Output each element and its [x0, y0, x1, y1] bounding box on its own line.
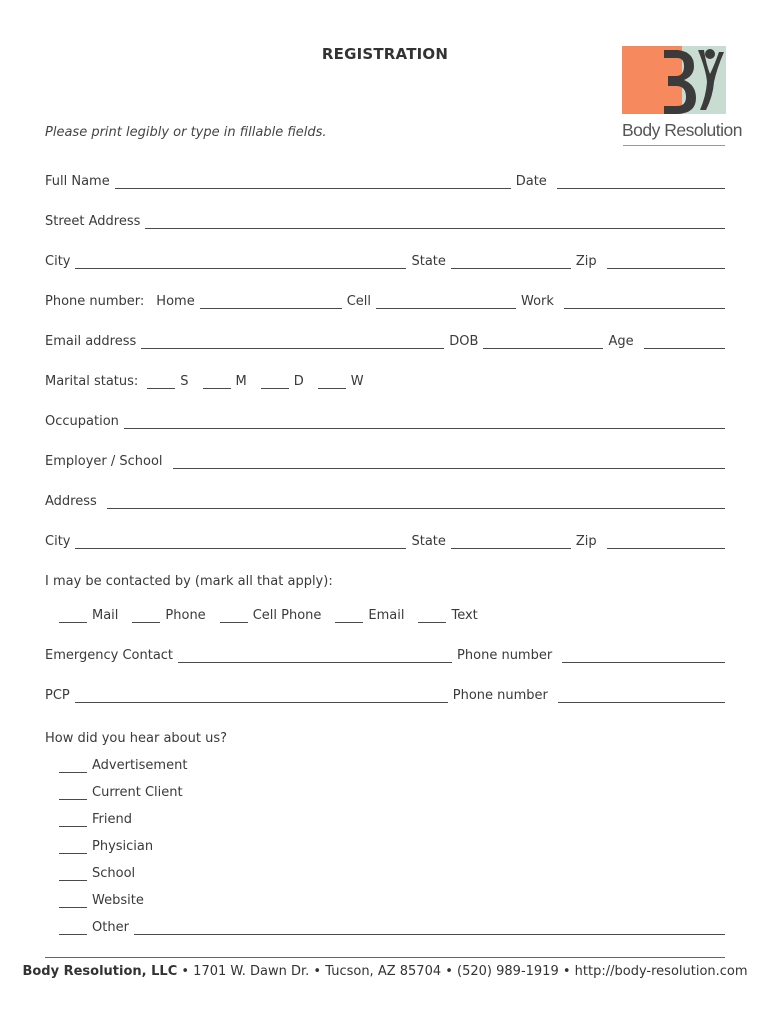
contact-phone-label: Phone — [165, 608, 206, 623]
home-phone-field[interactable] — [200, 295, 342, 309]
occupation-label: Occupation — [45, 414, 119, 429]
email-address-label: Email address — [45, 334, 137, 349]
contact-text-label: Text — [451, 608, 478, 623]
footer — [0, 964, 770, 979]
logo-figure-head — [705, 49, 715, 59]
pcp-field[interactable] — [75, 689, 448, 703]
age-field[interactable] — [644, 335, 725, 349]
work-phone-field[interactable] — [564, 295, 725, 309]
hear-option-advertisement — [59, 755, 725, 773]
dob-field[interactable] — [483, 335, 603, 349]
work-phone-label: Work — [521, 294, 554, 309]
row-full-name — [45, 171, 725, 189]
street-address-label: Street Address — [45, 214, 141, 229]
marital-option-married — [203, 375, 247, 389]
contact-mail-blank[interactable] — [59, 609, 87, 623]
pcp-phone-field[interactable] — [558, 689, 725, 703]
footer-separator: • — [309, 964, 326, 979]
email-address-field[interactable] — [141, 335, 444, 349]
home-phone-label: Home — [156, 294, 195, 309]
phone-number-label: Phone number: — [45, 294, 145, 309]
footer-phone: (520) 989-1919 — [457, 964, 559, 979]
hear-friend-label: Friend — [92, 812, 132, 827]
marital-married-label: M — [235, 374, 247, 389]
hear-other-label: Other — [92, 920, 129, 935]
employer-address-field[interactable] — [107, 495, 725, 509]
date-label: Date — [515, 174, 547, 189]
hear-option-current-client — [59, 782, 725, 800]
marital-married-blank[interactable] — [203, 375, 231, 389]
contact-option-phone — [132, 609, 205, 623]
dob-label: DOB — [449, 334, 479, 349]
emergency-phone-label: Phone number — [457, 648, 553, 663]
row-employer-school — [45, 451, 725, 469]
occupation-field[interactable] — [124, 415, 725, 429]
marital-option-widowed — [318, 375, 364, 389]
contact-option-text — [418, 609, 477, 623]
hear-school-blank[interactable] — [59, 867, 87, 881]
hear-prompt-label: How did you hear about us? — [45, 731, 227, 746]
hear-other-blank[interactable] — [59, 921, 87, 935]
contact-text-blank[interactable] — [418, 609, 446, 623]
hear-school-label: School — [92, 866, 136, 881]
employer-zip-field[interactable] — [607, 535, 725, 549]
contact-option-mail — [59, 609, 118, 623]
footer-separator: • — [177, 964, 194, 979]
hear-advertisement-label: Advertisement — [92, 758, 188, 773]
footer-website-link[interactable]: http://body-resolution.com — [574, 964, 748, 979]
hear-friend-blank[interactable] — [59, 813, 87, 827]
marital-widowed-label: W — [350, 374, 364, 389]
city-field[interactable] — [75, 255, 406, 269]
row-city-state-zip — [45, 251, 725, 269]
contact-option-email — [335, 609, 404, 623]
emergency-contact-field[interactable] — [178, 649, 452, 663]
hear-physician-blank[interactable] — [59, 840, 87, 854]
hear-option-other — [59, 917, 725, 935]
hear-option-friend — [59, 809, 725, 827]
pcp-label: PCP — [45, 688, 70, 703]
employer-zip-label: Zip — [575, 534, 597, 549]
footer-address: 1701 W. Dawn Dr. — [193, 964, 310, 979]
zip-label: Zip — [575, 254, 597, 269]
row-employer-address — [45, 491, 725, 509]
hear-current-client-blank[interactable] — [59, 786, 87, 800]
street-address-field[interactable] — [145, 215, 725, 229]
contact-email-label: Email — [368, 608, 405, 623]
marital-status-label: Marital status: — [45, 374, 139, 389]
cell-phone-label: Cell — [346, 294, 371, 309]
marital-option-single — [147, 375, 188, 389]
contact-mail-label: Mail — [92, 608, 119, 623]
row-contact-prompt — [45, 571, 725, 589]
row-employer-city-state-zip — [45, 531, 725, 549]
footer-company: Body Resolution, LLC — [22, 964, 178, 979]
row-contact-options — [59, 605, 725, 623]
hear-website-blank[interactable] — [59, 894, 87, 908]
state-field[interactable] — [451, 255, 571, 269]
logo-wordmark: Body Resolution — [622, 120, 742, 140]
date-field[interactable] — [557, 175, 725, 189]
marital-option-divorced — [261, 375, 304, 389]
footer-separator: • — [441, 964, 458, 979]
footer-city: Tucson, AZ 85704 — [325, 964, 442, 979]
contact-email-blank[interactable] — [335, 609, 363, 623]
employer-city-label: City — [45, 534, 71, 549]
city-label: City — [45, 254, 71, 269]
marital-divorced-label: D — [293, 374, 304, 389]
row-hear-prompt — [45, 728, 725, 746]
row-email-dob-age — [45, 331, 725, 349]
row-street-address — [45, 211, 725, 229]
employer-school-label: Employer / School — [45, 454, 163, 469]
marital-divorced-blank[interactable] — [261, 375, 289, 389]
hear-option-physician — [59, 836, 725, 854]
zip-field[interactable] — [607, 255, 725, 269]
instructions-text: Please print legibly or type in fillable fields. — [45, 125, 327, 140]
footer-divider — [45, 957, 725, 958]
emergency-phone-field[interactable] — [562, 649, 725, 663]
hear-option-website — [59, 890, 725, 908]
emergency-contact-label: Emergency Contact — [45, 648, 174, 663]
age-label: Age — [608, 334, 634, 349]
hear-advertisement-blank[interactable] — [59, 759, 87, 773]
contact-prompt-label: I may be contacted by (mark all that apply): — [45, 574, 333, 589]
logo-underline — [623, 145, 725, 146]
page-title: REGISTRATION — [321, 45, 449, 63]
hear-current-client-label: Current Client — [92, 785, 183, 800]
row-occupation — [45, 411, 725, 429]
state-label: State — [411, 254, 446, 269]
contact-cell-phone-label: Cell Phone — [252, 608, 322, 623]
full-name-field[interactable] — [115, 175, 511, 189]
row-phone-numbers — [45, 291, 725, 309]
row-emergency-contact — [45, 645, 725, 663]
row-marital-status — [45, 371, 725, 389]
hear-option-school — [59, 863, 725, 881]
contact-cell-phone-blank[interactable] — [220, 609, 248, 623]
employer-city-field[interactable] — [75, 535, 406, 549]
marital-single-label: S — [180, 374, 189, 389]
full-name-label: Full Name — [45, 174, 110, 189]
hear-website-label: Website — [92, 893, 144, 908]
employer-state-field[interactable] — [451, 535, 571, 549]
pcp-phone-label: Phone number — [452, 688, 548, 703]
cell-phone-field[interactable] — [376, 295, 516, 309]
hear-physician-label: Physician — [92, 839, 154, 854]
employer-school-field[interactable] — [173, 455, 725, 469]
row-pcp — [45, 685, 725, 703]
marital-single-blank[interactable] — [147, 375, 175, 389]
employer-address-label: Address — [45, 494, 97, 509]
hear-other-field[interactable] — [134, 921, 725, 935]
contact-phone-blank[interactable] — [132, 609, 160, 623]
employer-state-label: State — [411, 534, 446, 549]
contact-option-cell-phone — [220, 609, 322, 623]
footer-separator: • — [558, 964, 575, 979]
marital-widowed-blank[interactable] — [318, 375, 346, 389]
